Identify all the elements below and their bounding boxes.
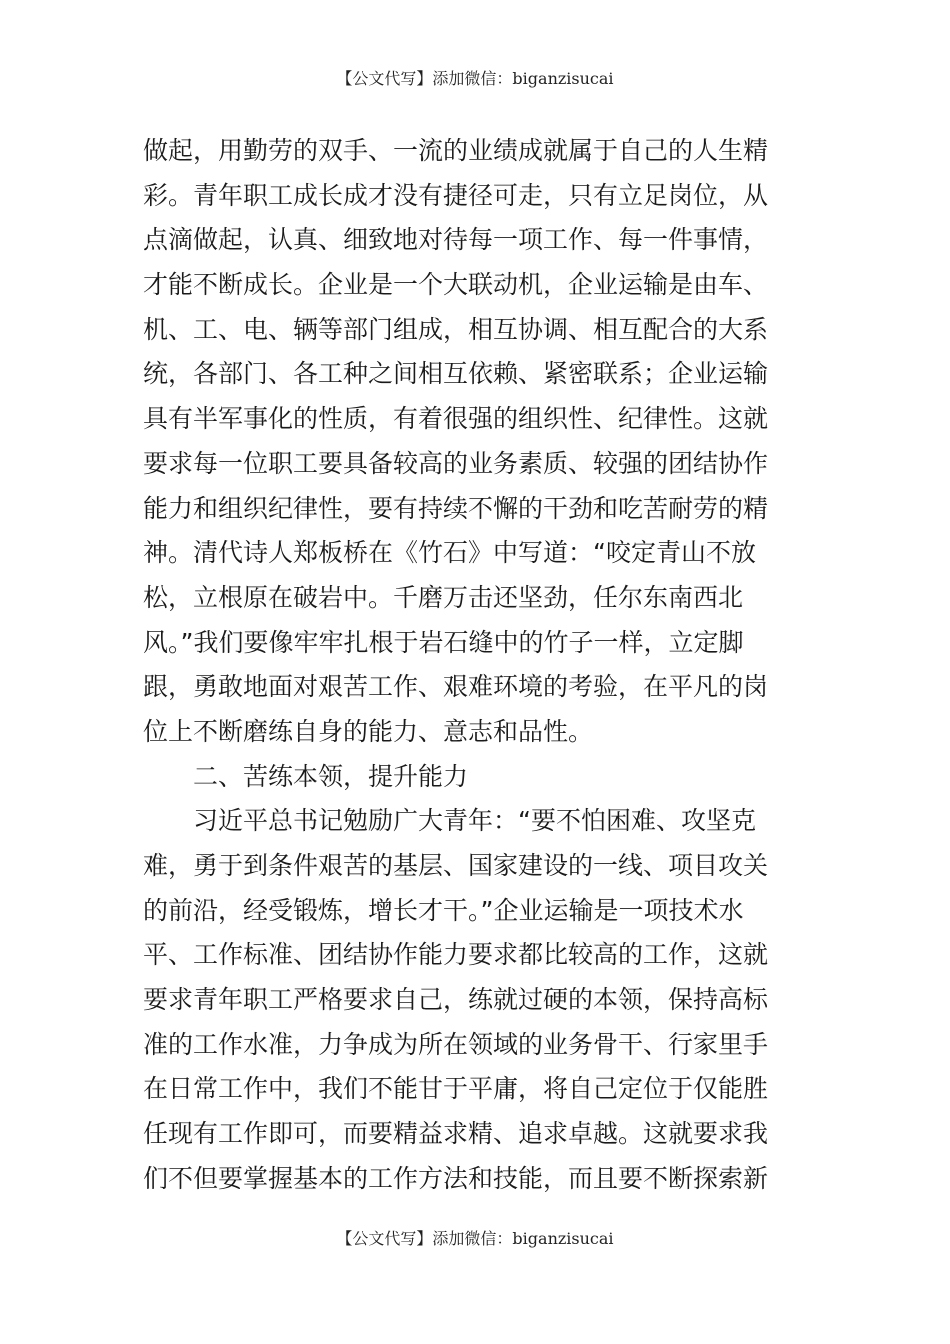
text-line: 彩。青年职工成长成才没有捷径可走，只有立足岗位，从 <box>143 180 769 210</box>
text-line: 能力和组织纪律性，要有持续不懈的干劲和吃苦耐劳的精 <box>143 493 769 523</box>
text-line: 做起，用勤劳的双手、一流的业绩成就属于自己的人生精 <box>143 136 769 165</box>
text-line: 二、苦练本领，提升能力 <box>193 761 469 791</box>
text-line: 要求每一位职工要具备较高的业务素质、较强的团结协作 <box>143 448 769 478</box>
text-line: 难，勇于到条件艰苦的基层、国家建设的一线、项目攻关 <box>143 851 769 880</box>
text-line: 们不但要掌握基本的工作方法和技能，而且要不断探索新 <box>143 1163 769 1193</box>
text-line: 具有半军事化的性质，有着很强的组织性、纪律性。这就 <box>143 404 769 434</box>
text-line: 的前沿，经受锻炼，增长才干。”企业运输是一项技术水 <box>143 895 744 925</box>
text-line: 准的工作水准，力争成为所在领域的业务骨干、行家里手 <box>143 1029 769 1059</box>
text-line: 在日常工作中，我们不能甘于平庸，将自己定位于仅能胜 <box>143 1074 769 1104</box>
text-line: 跟，勇敢地面对艰苦工作、艰难环境的考验，在平凡的岗 <box>143 672 769 702</box>
text-line: 点滴做起，认真、细致地对待每一项工作、每一件事情， <box>143 225 769 255</box>
text-line: 风。”我们要像牢牢扎根于岩石缝中的竹子一样，立定脚 <box>143 627 744 657</box>
page-footer: 【公文代写】添加微信：biganzisucai <box>336 1229 614 1248</box>
text-line: 要求青年职工严格要求自己，练就过硬的本领，保持高标 <box>143 985 769 1015</box>
page-header: 【公文代写】添加微信：biganzisucai <box>336 69 614 88</box>
text-line: 才能不断成长。企业是一个大联动机，企业运输是由车、 <box>143 270 769 300</box>
document-body <box>143 129 813 1202</box>
text-line: 神。清代诗人郑板桥在《竹石》中写道：“咬定青山不放 <box>143 538 756 568</box>
text-line: 任现有工作即可，而要精益求精、追求卓越。这就要求我 <box>143 1119 769 1149</box>
text-line: 松，立根原在破岩中。千磨万击还坚劲，任尔东南西北 <box>143 582 744 612</box>
text-line: 平、工作标准、团结协作能力要求都比较高的工作，这就 <box>143 940 769 970</box>
text-line: 机、工、电、辆等部门组成，相互协调、相互配合的大系 <box>143 314 769 344</box>
text-line: 习近平总书记勉励广大青年：“要不怕困难、攻坚克 <box>193 806 756 836</box>
text-line: 统，各部门、各工种之间相互依赖、紧密联系；企业运输 <box>143 359 769 389</box>
text-line: 位上不断磨练自身的能力、意志和品性。 <box>143 716 594 746</box>
